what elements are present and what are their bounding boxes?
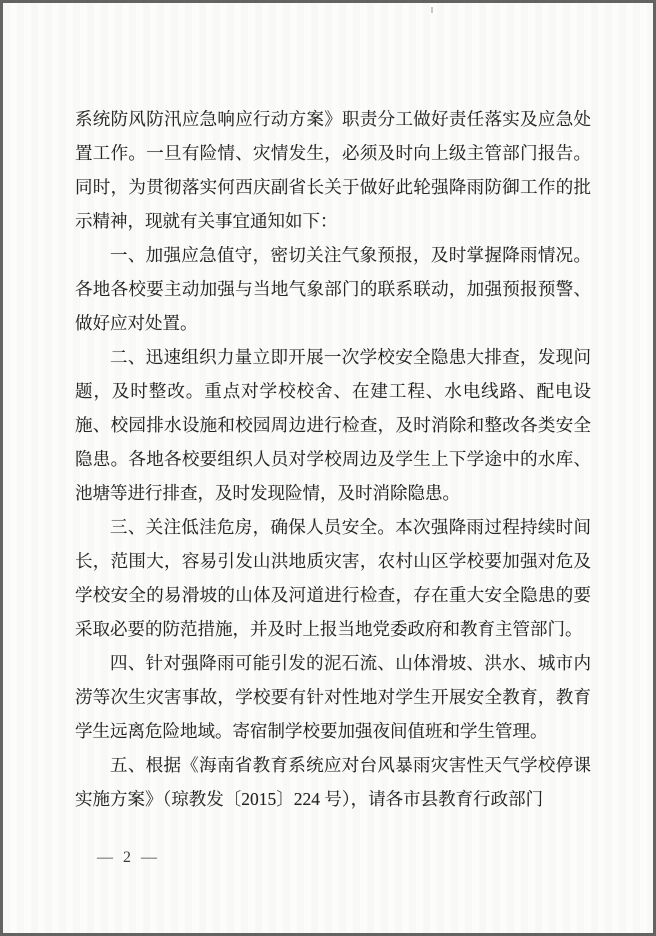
paragraph-item-5: 五、根据《海南省教育系统应对台风暴雨灾害性天气学校停课实施方案》（琼教发〔2015〕224 号），请各市县教育行政部门 — [75, 755, 591, 809]
document-text-block — [75, 102, 591, 816]
paragraph-continuation: 系统防风防汛应急响应行动方案》职责分工做好责任落实及应急处置工作。一旦有险情、灾情发生，必须及时向上级主管部门报告。同时，为贯彻落实何西庆副省长关于做好此轮强降雨防御工作的批示精神，现就有关事宜通知如下： — [75, 109, 591, 231]
paragraph-item-4: 四、针对强降雨可能引发的泥石流、山体滑坡、洪水、城市内涝等次生灾害事故，学校要有针对性地对学生开展安全教育，教育学生远离危险地域。寄宿制学校要加强夜间值班和学生管理。 — [75, 653, 591, 741]
paragraph-item-1: 一、加强应急值守，密切关注气象预报，及时掌握降雨情况。各地各校要主动加强与当地气象部门的联系联动，加强预报预警、做好应对处置。 — [75, 245, 591, 333]
scan-speck-artifact — [431, 7, 433, 13]
page-number: — 2 — — [97, 849, 160, 866]
paragraph-item-2: 二、迅速组织力量立即开展一次学校安全隐患大排查，发现问题，及时整改。重点对学校校舍、在建工程、水电线路、配电设施、校园排水设施和校园周边进行检查，及时消除和整改各类安全隐患。各地各校要组织人员对学校周边及学生上下学途中的水库、池塘等进行排查，及时发现险情，及时消除隐患。 — [75, 347, 591, 503]
paragraph-item-3: 三、关注低洼危房，确保人员安全。本次强降雨过程持续时间长，范围大，容易引发山洪地质灾害，农村山区学校要加强对危及学校安全的易滑坡的山体及河道进行检查，存在重大安全隐患的要采取必要的防范措施，并及时上报当地党委政府和教育主管部门。 — [75, 517, 591, 639]
